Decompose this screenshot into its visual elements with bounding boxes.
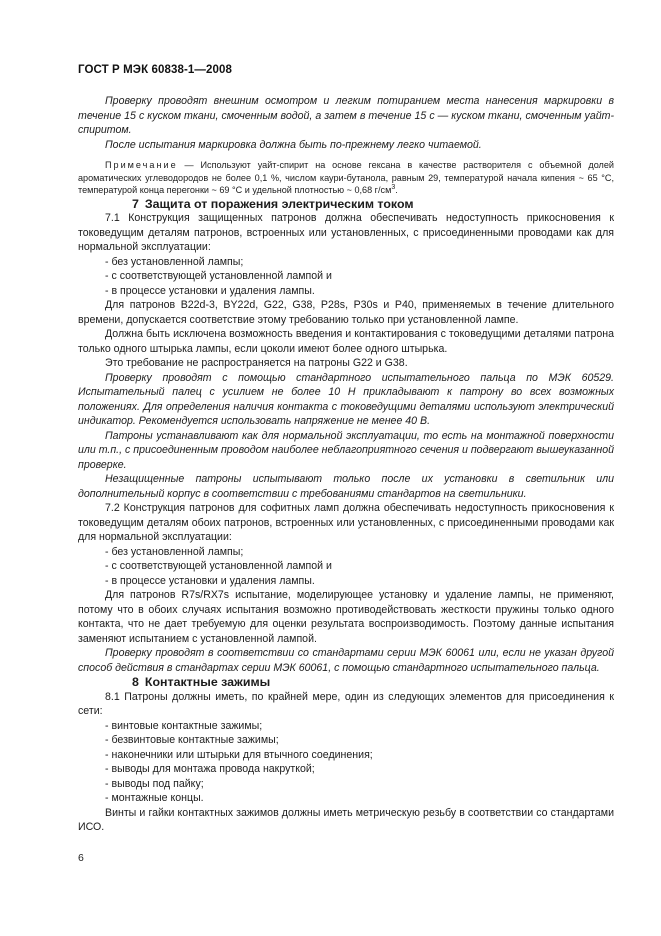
list-item: - без установленной лампы; [105, 255, 244, 268]
note-superscript: 3 [391, 183, 396, 191]
paragraph-8-1: 8.1 Патроны должны иметь, по крайней мере, один из следующих элементов для присоединения к сети: [78, 690, 614, 717]
list-item: - в процессе установки и удаления лампы. [105, 284, 315, 297]
paragraph-test-mounting: Патроны устанавливают как для нормальной эксплуатации, то есть на монтажной поверхности или т.п., с присоединенным проводом наиболее неблагоприятного сечения и подвергают вышеуказанной проверке. [78, 429, 614, 471]
section-7-heading [78, 197, 614, 212]
section-8-title: Контактные зажимы [144, 675, 271, 689]
page-number: 6 [78, 852, 84, 864]
paragraph-intro-check: Проверку проводят внешним осмотром и легким потиранием места нанесения маркировки в течение 15 с куском ткани, смоченным водой, а затем в течение 15 с — куском ткани, смоченным уайт-спиритом. [78, 95, 614, 136]
paragraph-pins: Должна быть исключена возможность введения и контактирования с токоведущими деталями патрона только одного штырька лампы, если цоколи имеют более одного штырька. [78, 328, 614, 355]
list-item: - выводы под пайку; [105, 777, 204, 790]
list-item: - без установленной лампы; [105, 545, 244, 558]
list-item: - монтажные концы. [105, 792, 204, 804]
paragraph-not-apply: Это требование не распространяется на патроны G22 и G38. [105, 357, 408, 369]
page-content [78, 94, 614, 835]
section-8-heading [78, 675, 614, 690]
paragraph-7-2: 7.2 Конструкция патронов для софитных ламп должна обеспечивать недоступность прикосновения к токоведущим деталям обоих патронов, встроенных или установленных, с присоединенными проводами как для нормальной эксплуатации: [78, 502, 614, 543]
list-item: - наконечники или штырьки для втычного соединения; [105, 748, 373, 761]
section-7-number: 7 [132, 196, 139, 211]
paragraph-test-unprotected: Незащищенные патроны испытывают только после их установки в светильник или дополнительный корпус в соответствии с требованиями стандартов на светильники. [78, 473, 614, 500]
document-header: ГОСТ Р МЭК 60838-1—2008 [78, 64, 232, 76]
paragraph-screws: Винты и гайки контактных зажимов должны иметь метрическую резьбу в соответствии со стандартами ИСО. [78, 806, 614, 833]
list-item: - выводы для монтажа провода накруткой; [105, 763, 315, 775]
list-item: - безвинтовые контактные зажимы; [105, 734, 279, 746]
list-item: - с соответствующей установленной лампой и [105, 560, 332, 572]
paragraph-test-iec60061: Проверку проводят в соответствии со стандартами серии МЭК 60061 или, если не указан другой способ действия в стандартах серии МЭК 60061, с помощью стандартного испытательного пальца. [78, 647, 614, 674]
section-8-number: 8 [132, 675, 139, 689]
paragraph-7-1: 7.1 Конструкция защищенных патронов должна обеспечивать недоступность прикосновения к токоведущим деталям патронов, встроенных или установленных, с присоединенными проводами как для нормальной эксплуатации: [78, 212, 614, 253]
paragraph-b22: Для патронов B22d-3, BY22d, G22, G38, P28s, P30s и P40, применяемых в течение длительного времени, допускается соответствие этому требованию только при установленной лампе. [78, 299, 614, 326]
section-7-title: Защита от поражения электрическим током [144, 196, 414, 211]
paragraph-r7s: Для патронов R7s/RX7s испытание, моделирующее установку и удаление лампы, не применяют, потому что в обоих случаях испытания возможно противодействовать жесткости пружины только одного контакта, что не дает требуемую для оценки результата воспроизводимость. Поэтому данные испытания заменяют испытанием с установленной лампой. [78, 589, 614, 645]
list-item: - с соответствующей установленной лампой и [105, 270, 332, 282]
paragraph-test-finger: Проверку проводят с помощью стандартного испытательного пальца по МЭК 60529. Испытательный палец с усилием не более 10 Н прикладывают к патрону во всех возможных положениях. Для определения наличия контакта с токоведущими деталями используют электрический индикатор. Рекомендуется использовать напряжение не менее 40 В. [78, 371, 614, 427]
note-end: . [395, 185, 398, 195]
paragraph-intro-after-test: После испытания маркировка должна быть по-прежнему легко читаемой. [105, 138, 482, 151]
note-lead: Примечание [105, 160, 178, 170]
note-text: — Используют уайт-спирит на основе гексана в качестве растворителя с объемной долей ароматических углеводородов не более 0,1 %, числом каури-бутанола, равным 29, температурой начала кипения ~ 65 °С, температурой конца перегонки ~ 69 °С и удельной плотностью ~ 0,68 г/см [78, 160, 614, 195]
note-paragraph [78, 159, 614, 197]
list-item: - в процессе установки и удаления лампы. [105, 574, 315, 587]
list-item: - винтовые контактные зажимы; [105, 719, 263, 732]
